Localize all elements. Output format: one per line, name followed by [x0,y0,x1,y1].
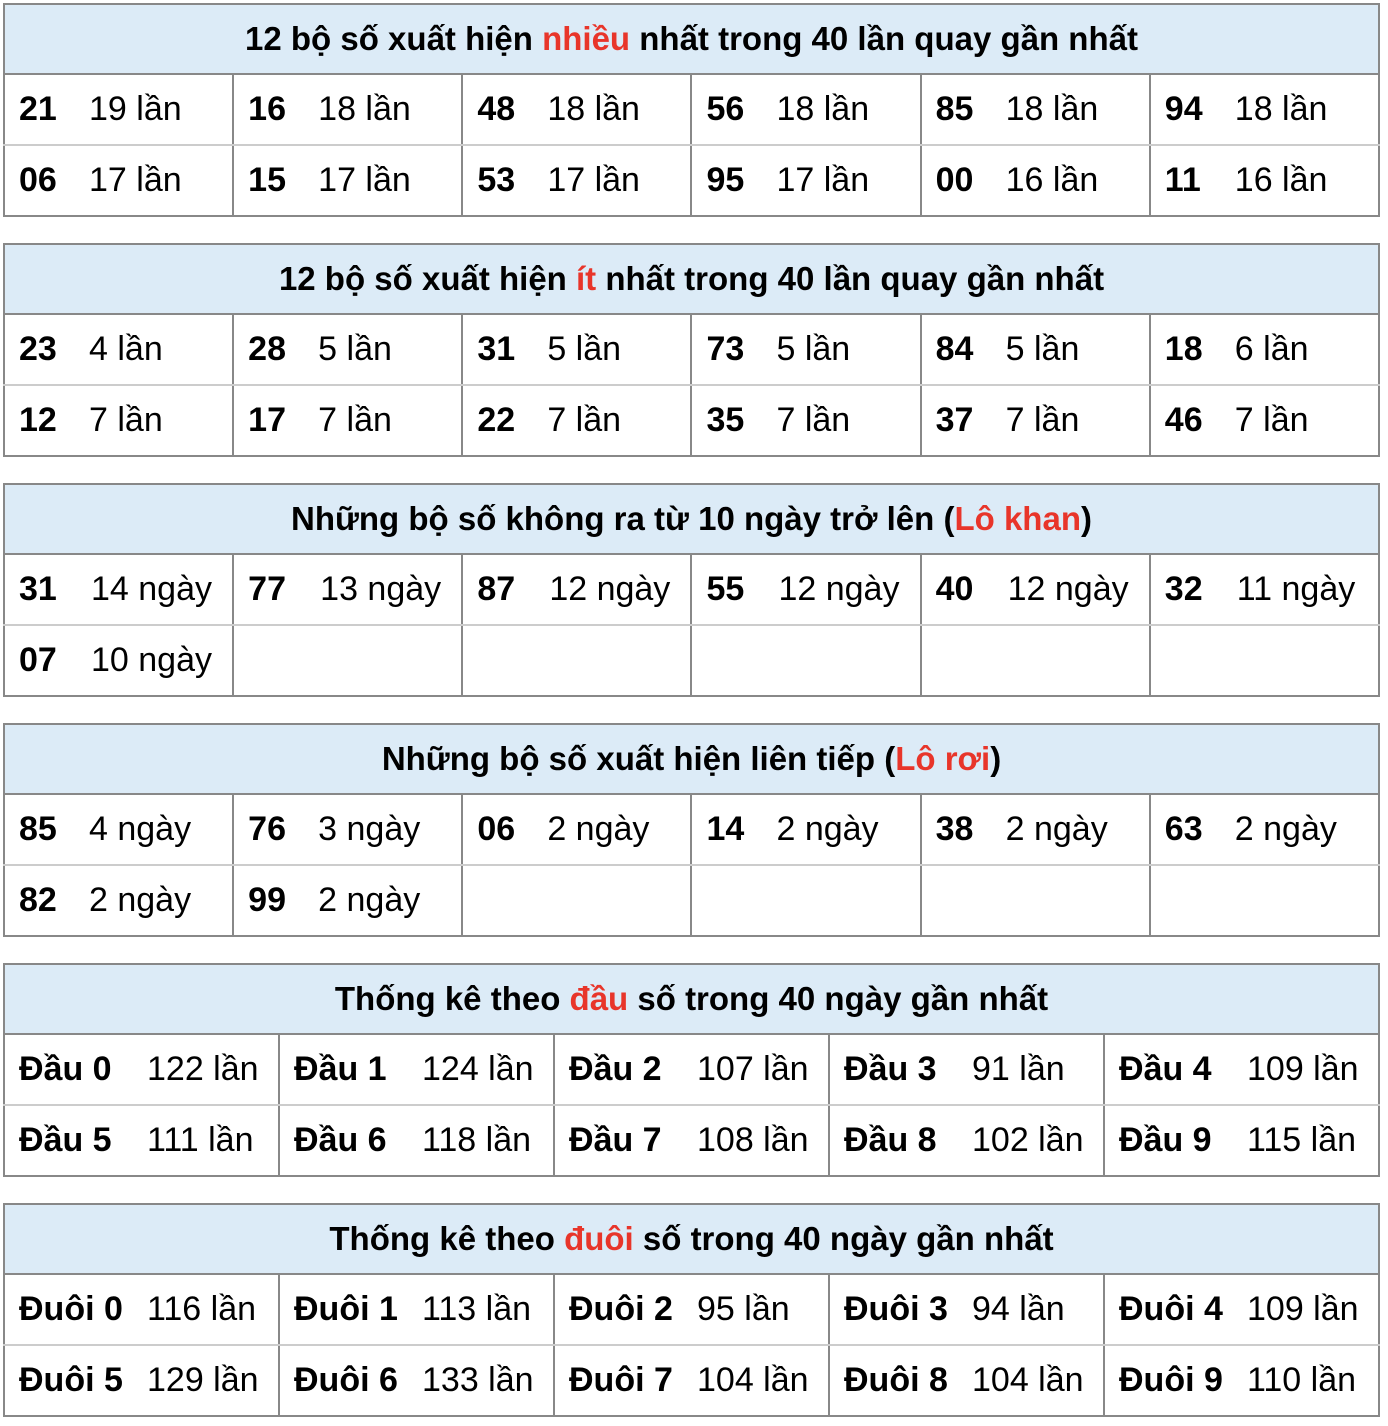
title-text: Những bộ số xuất hiện liên tiếp ( [381,740,896,777]
stat-cell [921,385,1150,456]
table-row [4,385,1379,456]
count-value: 17 lần [547,161,640,199]
number-label: 31 [477,330,516,368]
stat-cell [829,1034,1104,1105]
stat-cell [462,314,691,385]
count-value: 10 ngày [91,641,212,679]
stat-cell [691,385,920,456]
stats-table-least-frequent [3,243,1380,457]
count-value: 18 lần [776,90,870,128]
count-value: 16 lần [1234,161,1328,199]
count-value: 7 lần [776,401,851,439]
stat-cell [279,1034,554,1105]
stat-cell [691,314,920,385]
table-title [4,964,1379,1034]
number-label: 82 [19,881,57,919]
title-text: nhất trong 40 lần quay gần nhất [596,260,1105,297]
count-value: 7 lần [1005,401,1080,439]
count-value: 122 lần [147,1050,259,1088]
count-value: 113 lần [422,1290,532,1328]
title-text: số trong 40 ngày gần nhất [628,980,1049,1017]
stat-cell [4,74,233,145]
stat-cell [279,1345,554,1416]
stat-cell [921,314,1150,385]
table-row [4,1274,1379,1345]
stat-cell [1150,74,1379,145]
count-value: 2 ngày [89,881,192,919]
stat-cell [1104,1034,1379,1105]
stats-table-most-frequent [3,3,1380,217]
count-value: 2 ngày [776,810,879,848]
number-label: 15 [248,161,286,199]
title-text: Thống kê theo [329,1220,565,1257]
title-highlight: ít [576,260,597,297]
number-label: 55 [706,570,745,608]
title-text: nhất trong 40 lần quay gần nhất [630,20,1138,57]
number-label: Đầu 3 [844,1050,937,1088]
count-value: 91 lần [972,1050,1065,1088]
title-text: ) [1080,500,1092,537]
table-row [4,1105,1379,1176]
number-label: 94 [1164,90,1203,128]
stat-cell [921,74,1150,145]
stat-cell [4,865,233,936]
number-label: Đuôi 5 [19,1361,123,1399]
stat-cell [1150,145,1379,216]
stat-cell [554,1105,829,1176]
stat-cell [279,1274,554,1345]
count-value: 118 lần [422,1121,532,1159]
number-label: Đuôi 7 [569,1361,673,1399]
count-value: 4 ngày [89,810,192,848]
title-text: Thống kê theo [334,980,570,1017]
count-value: 95 lần [697,1290,790,1328]
table-row [4,794,1379,865]
stat-cell [4,1274,279,1345]
count-value: 13 ngày [320,570,442,608]
number-label: Đuôi 0 [19,1290,123,1328]
count-value: 17 lần [776,161,870,199]
number-label: 00 [935,161,974,199]
count-value: 18 lần [1234,90,1328,128]
count-value: 18 lần [318,90,411,128]
stat-cell [233,794,462,865]
stat-cell [829,1274,1104,1345]
table-row [4,554,1379,625]
count-value: 2 ngày [318,881,421,919]
number-label: 84 [935,330,974,368]
number-label: 32 [1164,570,1203,608]
stat-cell [233,385,462,456]
stat-cell [4,625,233,696]
number-label: 06 [19,161,57,199]
count-value: 109 lần [1247,1050,1359,1088]
count-value: 17 lần [89,161,182,199]
stat-cell [233,145,462,216]
table-title [4,484,1379,554]
count-value: 2 ngày [1005,810,1108,848]
number-label: Đầu 4 [1119,1050,1212,1088]
stat-cell [233,314,462,385]
number-label: Đuôi 8 [844,1361,948,1399]
stat-cell [4,554,233,625]
stat-cell [1150,625,1379,696]
number-label: 06 [477,810,516,848]
stats-table-lo-khan [3,483,1380,697]
number-label: 16 [248,90,286,128]
number-label: 73 [706,330,745,368]
number-label: 35 [706,401,745,439]
number-label: Đuôi 2 [569,1290,673,1328]
number-label: 14 [706,810,745,848]
number-label: Đầu 1 [294,1050,387,1088]
number-label: Đầu 7 [569,1121,662,1159]
stat-cell [921,554,1150,625]
stat-cell [1150,554,1379,625]
stat-cell [4,314,233,385]
stat-cell [691,74,920,145]
count-value: 5 lần [1005,330,1080,368]
table-row [4,314,1379,385]
title-text: 12 bộ số xuất hiện [278,260,577,297]
number-label: 38 [935,810,974,848]
stat-cell [4,1345,279,1416]
table-row [4,74,1379,145]
number-label: 85 [935,90,974,128]
stat-cell [829,1105,1104,1176]
number-label: Đuôi 9 [1119,1361,1223,1399]
count-value: 18 lần [1005,90,1099,128]
stat-cell [462,625,691,696]
number-label: 11 [1164,161,1201,199]
count-value: 12 ngày [778,570,900,608]
stat-cell [462,145,691,216]
stat-cell [554,1274,829,1345]
count-value: 129 lần [147,1361,259,1399]
count-value: 17 lần [318,161,411,199]
count-value: 11 ngày [1236,570,1356,608]
count-value: 124 lần [422,1050,534,1088]
count-value: 109 lần [1247,1290,1359,1328]
count-value: 115 lần [1247,1121,1357,1159]
count-value: 94 lần [972,1290,1065,1328]
stat-cell [921,865,1150,936]
count-value: 107 lần [697,1050,809,1088]
number-label: 31 [19,570,57,608]
number-label: 48 [477,90,516,128]
stat-cell [233,554,462,625]
number-label: Đuôi 4 [1119,1290,1223,1328]
number-label: Đuôi 6 [294,1361,398,1399]
count-value: 108 lần [697,1121,809,1159]
stat-cell [554,1034,829,1105]
count-value: 18 lần [547,90,640,128]
count-value: 116 lần [147,1290,257,1328]
stats-table-dau [3,963,1380,1177]
number-label: 40 [935,570,974,608]
count-value: 104 lần [972,1361,1084,1399]
table-title [4,4,1379,74]
count-value: 111 lần [147,1121,254,1159]
number-label: 07 [19,641,57,679]
table-title [4,244,1379,314]
count-value: 16 lần [1005,161,1099,199]
table-row [4,1034,1379,1105]
count-value: 7 lần [318,401,392,439]
number-label: Đầu 5 [19,1121,112,1159]
stat-cell [4,145,233,216]
number-label: 23 [19,330,57,368]
title-highlight: đuôi [564,1220,634,1257]
count-value: 2 ngày [547,810,650,848]
table-row [4,1345,1379,1416]
stat-cell [233,865,462,936]
number-label: 95 [706,161,745,199]
count-value: 14 ngày [91,570,212,608]
stat-cell [1150,865,1379,936]
stat-cell [554,1345,829,1416]
stat-cell [462,794,691,865]
stat-cell [462,74,691,145]
number-label: Đuôi 3 [844,1290,948,1328]
table-row [4,865,1379,936]
number-label: 18 [1164,330,1203,368]
stat-cell [1104,1274,1379,1345]
stat-cell [233,625,462,696]
stat-cell [462,865,691,936]
number-label: 46 [1164,401,1203,439]
stat-cell [4,794,233,865]
number-label: 63 [1164,810,1203,848]
title-highlight: Lô khan [954,500,1081,537]
stat-cell [921,145,1150,216]
number-label: Đuôi 1 [294,1290,398,1328]
title-text: ) [990,740,1002,777]
stat-cell [279,1105,554,1176]
stats-table-duoi [3,1203,1380,1417]
count-value: 7 lần [547,401,622,439]
title-highlight: Lô rơi [895,740,991,777]
stat-cell [1150,385,1379,456]
number-label: Đầu 8 [844,1121,937,1159]
stat-cell [4,1105,279,1176]
count-value: 19 lần [89,90,182,128]
stat-cell [691,625,920,696]
stat-cell [1150,314,1379,385]
number-label: Đầu 0 [19,1050,112,1088]
number-label: 87 [477,570,516,608]
title-text: 12 bộ số xuất hiện [245,20,543,57]
number-label: 77 [248,570,286,608]
number-label: Đầu 9 [1119,1121,1212,1159]
number-label: 37 [935,401,974,439]
number-label: 99 [248,881,286,919]
count-value: 12 ngày [549,570,671,608]
stat-cell [921,794,1150,865]
number-label: Đầu 2 [569,1050,662,1088]
count-value: 102 lần [972,1121,1084,1159]
stat-cell [691,145,920,216]
number-label: 22 [477,401,516,439]
count-value: 3 ngày [318,810,421,848]
table-title [4,724,1379,794]
number-label: 56 [706,90,745,128]
stat-cell [921,625,1150,696]
count-value: 4 lần [89,330,163,368]
number-label: 28 [248,330,286,368]
title-text: Những bộ số không ra từ 10 ngày trở lên ( [291,500,955,537]
count-value: 2 ngày [1234,810,1337,848]
table-title [4,1204,1379,1274]
count-value: 133 lần [422,1361,534,1399]
stat-cell [1150,794,1379,865]
number-label: 21 [19,90,57,128]
stat-cell [4,1034,279,1105]
stat-cell [233,74,462,145]
table-row [4,625,1379,696]
title-highlight: đầu [569,980,629,1017]
stat-cell [462,554,691,625]
stat-cell [4,385,233,456]
stat-cell [691,865,920,936]
stats-table-lo-roi [3,723,1380,937]
stat-cell [829,1345,1104,1416]
title-highlight: nhiều [542,20,631,57]
number-label: 53 [477,161,516,199]
stat-cell [1104,1105,1379,1176]
count-value: 7 lần [1234,401,1309,439]
count-value: 7 lần [89,401,163,439]
count-value: 5 lần [776,330,851,368]
stat-cell [1104,1345,1379,1416]
title-text: số trong 40 ngày gần nhất [633,1220,1054,1257]
stat-cell [691,794,920,865]
table-row [4,145,1379,216]
number-label: 12 [19,401,57,439]
stat-cell [462,385,691,456]
number-label: Đầu 6 [294,1121,387,1159]
count-value: 6 lần [1234,330,1309,368]
number-label: 76 [248,810,286,848]
count-value: 110 lần [1247,1361,1357,1399]
number-label: 17 [248,401,286,439]
stat-cell [691,554,920,625]
count-value: 5 lần [318,330,392,368]
number-label: 85 [19,810,57,848]
count-value: 104 lần [697,1361,809,1399]
count-value: 5 lần [547,330,622,368]
count-value: 12 ngày [1007,570,1129,608]
